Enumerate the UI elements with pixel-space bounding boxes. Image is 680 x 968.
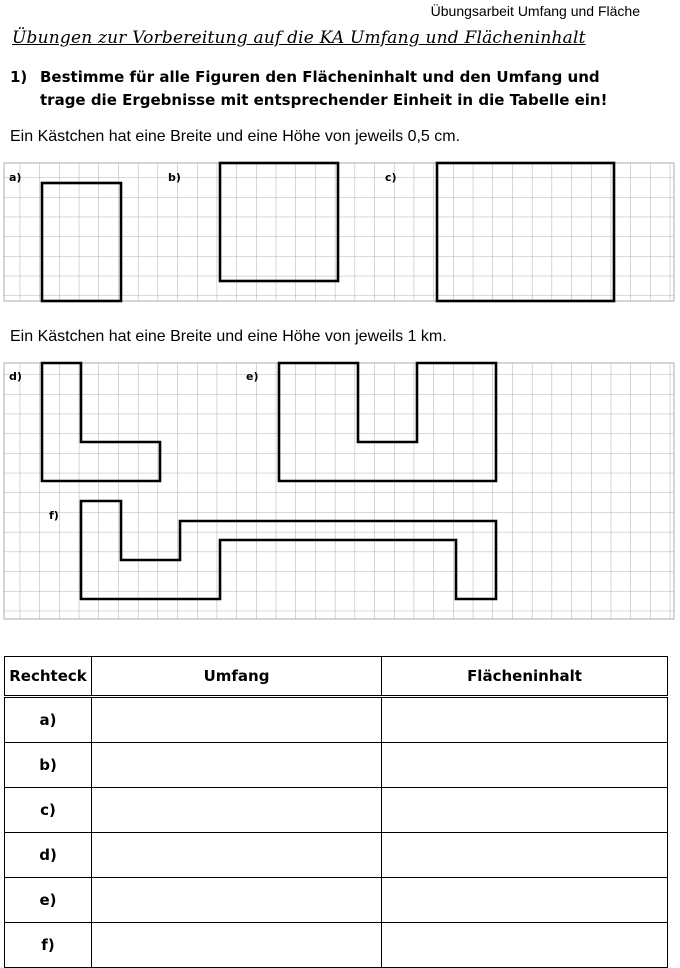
- grid2-scale-info: Ein Kästchen hat eine Breite und eine Höhe von jeweils 1 km.: [10, 328, 447, 345]
- page-title: Übungen zur Vorbereitung auf die KA Umfang und Flächeninhalt: [12, 28, 586, 48]
- row-label: e): [5, 878, 92, 923]
- row-label: c): [5, 788, 92, 833]
- label-b: b): [168, 171, 181, 184]
- table-row: [5, 697, 668, 743]
- worksheet-label: Übungsarbeit Umfang und Fläche: [430, 3, 640, 19]
- grid1-scale-info: Ein Kästchen hat eine Breite und eine Höhe von jeweils 0,5 cm.: [10, 128, 461, 145]
- label-a: a): [9, 171, 22, 184]
- label-c: c): [385, 171, 397, 184]
- umfang-cell[interactable]: [92, 743, 382, 788]
- header-flaecheninhalt: Flächeninhalt: [382, 657, 668, 697]
- umfang-cell[interactable]: [92, 788, 382, 833]
- umfang-cell[interactable]: [92, 878, 382, 923]
- umfang-cell[interactable]: [92, 833, 382, 878]
- task-text: Bestimme für alle Figuren den Flächeninhalt und den Umfang und trage die Ergebnisse mit entsprechender Einheit in die Tabelle ein!: [40, 68, 608, 109]
- table-row: [5, 923, 668, 968]
- label-d: d): [9, 370, 22, 383]
- table-row: [5, 788, 668, 833]
- row-label: f): [5, 923, 92, 968]
- table-row: [5, 743, 668, 788]
- flaeche-cell[interactable]: [382, 878, 668, 923]
- flaeche-cell[interactable]: [382, 833, 668, 878]
- row-label: a): [5, 697, 92, 743]
- header-rechteck: Rechteck: [5, 657, 92, 697]
- flaeche-cell[interactable]: [382, 788, 668, 833]
- task-number: 1): [10, 68, 28, 86]
- flaeche-cell[interactable]: [382, 743, 668, 788]
- table-row: [5, 878, 668, 923]
- umfang-cell[interactable]: [92, 923, 382, 968]
- umfang-cell[interactable]: [92, 697, 382, 743]
- label-f: f): [49, 509, 59, 522]
- grid-0-5cm: [4, 163, 674, 301]
- label-e: e): [246, 370, 259, 383]
- table-row: [5, 833, 668, 878]
- flaeche-cell[interactable]: [382, 697, 668, 743]
- flaeche-cell[interactable]: [382, 923, 668, 968]
- results-table: [4, 656, 668, 968]
- row-label: b): [5, 743, 92, 788]
- row-label: d): [5, 833, 92, 878]
- header-umfang: Umfang: [92, 657, 382, 697]
- grid-1km: [4, 363, 674, 619]
